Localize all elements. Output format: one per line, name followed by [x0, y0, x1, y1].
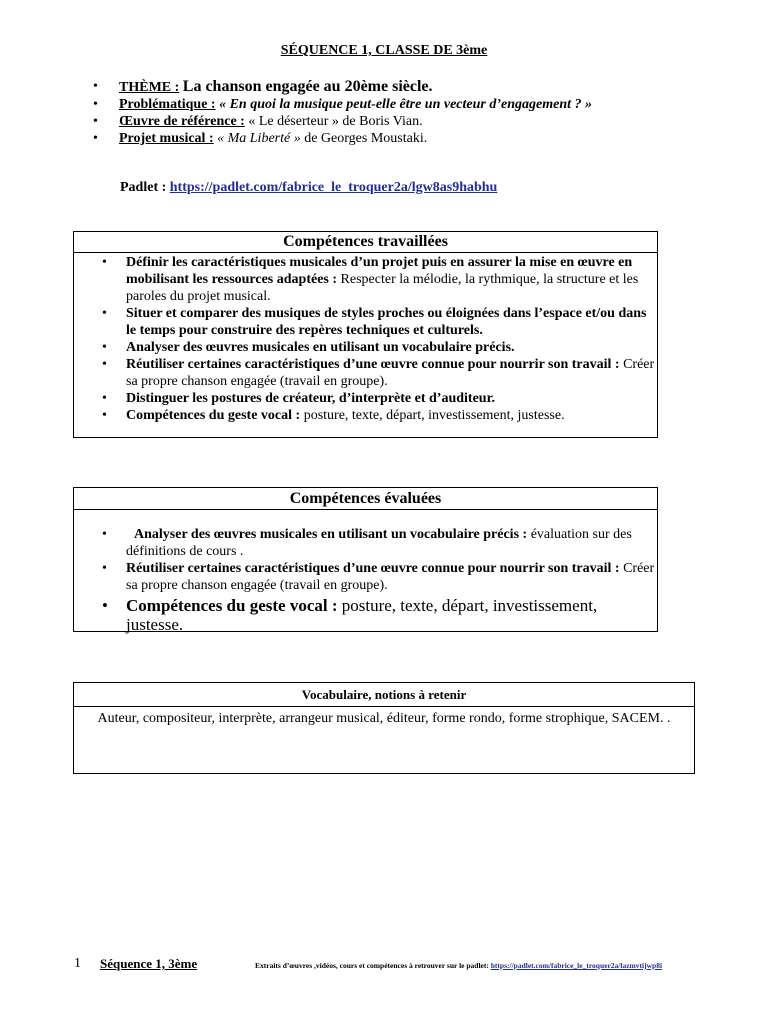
- footer-note-text: Extraits d’œuvres ,vidéos, cours et compétences à retrouver sur le padlet:: [255, 961, 489, 970]
- item-normal-text: posture, texte, départ, investissement, justesse.: [300, 408, 565, 423]
- vocabulaire-text: Auteur, compositeur, interprète, arrangeur musical, éditeur, forme rondo, forme strophique, SACEM. .: [97, 711, 671, 726]
- list-item: [74, 596, 657, 634]
- footer-padlet-link[interactable]: https://padlet.com/fabrice_le_troquer2a/lazmvtijwp8i: [490, 961, 663, 970]
- item-bold-text: Compétences du geste vocal :: [126, 596, 338, 615]
- list-item: [74, 356, 657, 390]
- theme-label: THÈME :: [119, 80, 180, 95]
- competences-evaluees-box: [73, 487, 658, 632]
- problematique-label: Problématique :: [119, 97, 216, 112]
- oeuvre-value: « Le déserteur » de Boris Vian.: [248, 114, 423, 129]
- item-bold-text: Analyser des œuvres musicales en utilisant un vocabulaire précis :: [134, 527, 528, 542]
- footer-note: [255, 961, 662, 970]
- competences-travaillees-title: Compétences travaillées: [74, 232, 657, 253]
- projet-label: Projet musical :: [119, 131, 214, 146]
- oeuvre-label: Œuvre de référence :: [119, 114, 245, 129]
- projet-author: de Georges Moustaki.: [304, 131, 428, 146]
- projet-item: [93, 130, 592, 147]
- item-bold-text: Réutiliser certaines caractéristiques d’une œuvre connue pour nourrir son travail :: [126, 357, 620, 372]
- list-item: [74, 560, 657, 594]
- item-normal-text: évaluation sur des définitions de cours .: [126, 527, 632, 559]
- vocabulaire-box: [73, 682, 695, 774]
- item-bold-text: Situer et comparer des musiques de styles proches ou éloignées dans l’espace et/ou dans le temps pour construire des repères techniques et culturels.: [126, 306, 647, 338]
- list-item: [74, 526, 657, 560]
- item-normal-text: Créer sa propre chanson engagée (travail en groupe).: [126, 561, 655, 593]
- item-bold-text: Analyser des œuvres musicales en utilisant un vocabulaire précis.: [126, 340, 515, 355]
- item-bold-text: Compétences du geste vocal :: [126, 408, 301, 423]
- list-item: [74, 407, 657, 424]
- item-bold-text: Distinguer les postures de créateur, d’interprète et d’auditeur.: [126, 391, 496, 406]
- page-title: SÉQUENCE 1, CLASSE DE 3ème: [280, 43, 488, 58]
- item-bold-text: Réutiliser certaines caractéristiques d’une œuvre connue pour nourrir son travail :: [126, 561, 620, 576]
- theme-item: [93, 78, 592, 96]
- list-item: [74, 254, 657, 305]
- competences-travaillees-list: [74, 253, 657, 424]
- item-normal-text: posture, texte, départ, investissement, justesse.: [126, 596, 598, 634]
- list-item: [74, 339, 657, 356]
- problematique-item: [93, 96, 592, 113]
- footer-sequence: Séquence 1, 3ème: [100, 956, 198, 971]
- item-normal-text: Créer sa propre chanson engagée (travail en groupe).: [126, 357, 655, 389]
- list-item: [74, 390, 657, 407]
- padlet-label: Padlet :: [120, 180, 167, 195]
- competences-evaluees-title: Compétences évaluées: [74, 488, 657, 510]
- item-bold-text: Définir les caractéristiques musicales d’un projet puis en assurer la mise en œuvre en mobilisant les ressources adaptées :: [126, 255, 633, 287]
- competences-evaluees-list: [74, 510, 657, 634]
- vocabulaire-title: Vocabulaire, notions à retenir: [74, 683, 694, 707]
- item-normal-text: Respecter la mélodie, la rythmique, la structure et les paroles du projet musical.: [126, 272, 639, 304]
- padlet-link[interactable]: https://padlet.com/fabrice_le_troquer2a/lgw8as9habhu: [169, 180, 498, 195]
- theme-value: La chanson engagée au 20ème siècle.: [182, 78, 433, 95]
- oeuvre-item: [93, 113, 592, 130]
- problematique-value: « En quoi la musique peut-elle être un vecteur d’engagement ? »: [219, 97, 593, 112]
- padlet-line: [120, 180, 497, 196]
- competences-travaillees-box: [73, 231, 658, 438]
- projet-title: « Ma Liberté »: [217, 131, 301, 146]
- list-item: [74, 305, 657, 339]
- intro-list: [93, 78, 592, 147]
- page-number: 1: [74, 956, 81, 971]
